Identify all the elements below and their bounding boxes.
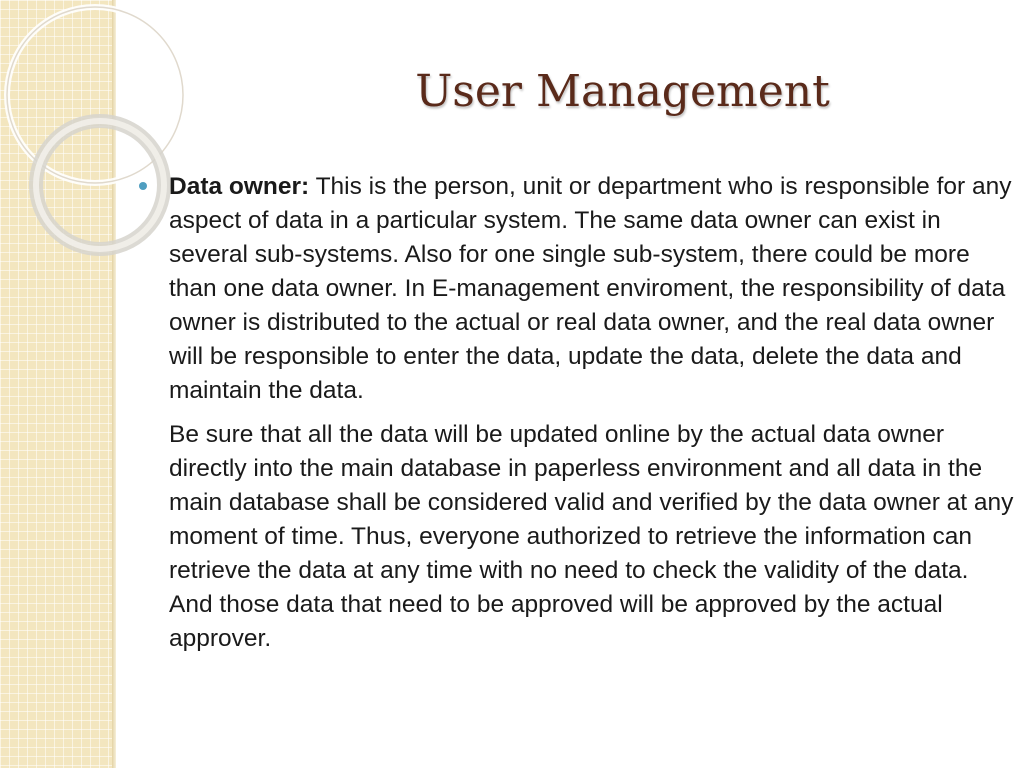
slide-body bbox=[136, 170, 1016, 666]
page-title: User Management bbox=[415, 66, 830, 117]
bullet-item bbox=[136, 170, 1016, 408]
bullet-term: Data owner: bbox=[169, 173, 310, 200]
bullet-text: This is the person, unit or department who is responsible for any aspect of data in a particular system. The same data owner can exist in several sub-systems. Also for one single sub-system, there could be more than one data owner. In E-management enviroment, the responsibility of data owner is distributed to the actual or real data owner, and the real data owner will be responsible to enter the data, update the data, delete the data and maintain the data. bbox=[169, 173, 1012, 404]
bullet-dot-icon bbox=[139, 182, 147, 190]
body-paragraph: Be sure that all the data will be updated online by the actual data owner directly into the main database in paperless environment and all data in the main database shall be considered valid and verified by the data owner at any moment of time. Thus, everyone authorized to retrieve the information can retrieve the data at any time with no need to check the validity of the data. And those data that need to be approved will be approved by the actual approver. bbox=[169, 421, 1014, 652]
